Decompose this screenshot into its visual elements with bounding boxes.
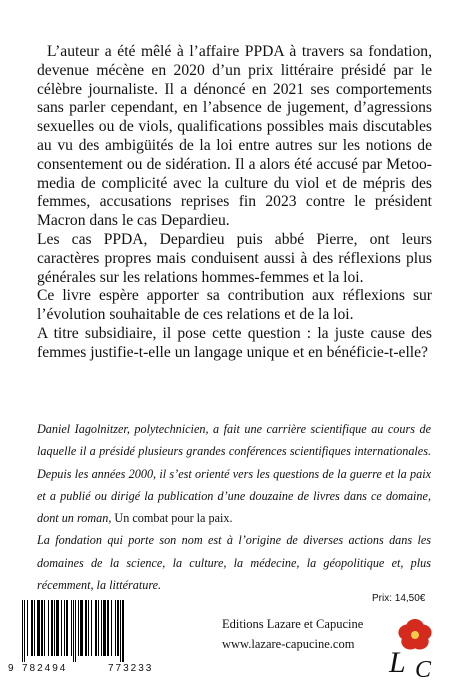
summary-paragraph-4: A titre subsidiaire, il pose cette question : la juste cause des femmes justifie-t-elle un langage unique et en bénéficie-t-elle? <box>37 324 432 361</box>
barcode-bar <box>117 600 119 656</box>
summary-paragraph-3: Ce livre espère apporter sa contribution aux réflexions sur l’évolution souhaitable de ces relations et de la loi. <box>37 287 432 324</box>
foundation-text: La fondation qui porte son nom est à l’origine de diverses actions dans les domaines de la science, la culture, la médecine, la géopolitique et, plus récemment, la littérature. <box>37 533 431 593</box>
barcode-bar <box>95 600 97 656</box>
flower-center <box>411 631 419 639</box>
barcode-bar <box>31 600 33 656</box>
logo-letter-l: L <box>389 646 406 679</box>
summary-paragraph-1: L’auteur a été mêlé à l’affaire PPDA à travers sa fondation, devenue mécène en 2020 d’un prix littéraire présidé par le célèbre journaliste. Il a dénoncé en 2021 ses comportements sans parler cependant, en l’absence de jugement, d’agressions sexuelles ou de viols, qualifications possibles mais discutables au vu des ambigüités de la loi entre autres sur les notions de consentement ou de sidération. Il a alors été accusé par Metoo-media de complicité avec la culture du viol et de mépris des femmes, accusations reprises fin 2023 contre le président Macron dans le cas Depardieu. <box>37 43 432 230</box>
barcode-bars <box>8 600 194 662</box>
author-bio <box>37 418 431 596</box>
barcode-bar <box>111 600 112 656</box>
barcode-bar <box>80 600 83 656</box>
summary-paragraph-2: Les cas PPDA, Depardieu puis abbé Pierre, ont leurs caractères propres mais conduisent aussi à des réflexions plus générales sur les relations hommes-femmes et la loi. <box>37 230 432 286</box>
barcode-bar <box>37 600 40 656</box>
barcode-bar <box>85 600 87 656</box>
barcode-bar <box>91 600 92 656</box>
barcode-bar <box>54 600 55 656</box>
barcode-bar <box>103 600 106 656</box>
barcode-bar <box>64 600 65 656</box>
barcode-bar <box>73 600 74 662</box>
publisher-logo-icon <box>383 617 445 681</box>
barcode-bar <box>122 600 124 662</box>
barcode-bar <box>75 600 76 662</box>
barcode-bar <box>41 600 43 656</box>
price-label: Prix: 14,50€ <box>372 593 426 604</box>
isbn-group-2: 773233 <box>108 663 154 674</box>
barcode-bar <box>34 600 35 656</box>
barcode-bar <box>88 600 89 656</box>
author-bio-text: Daniel Iagolnitzer, polytechnicien, a fait une carrière scientifique au cours de laquelle il a présidé plusieurs grandes conférences scientifiques internationales. Depuis les années 2000, il s’est orienté vers les questions de la guerre et la paix et a publié ou dirigé la publication d’une douzaine de livres dans ce domaine, dont un roman, <box>37 422 431 526</box>
barcode-bar <box>48 600 49 656</box>
isbn-lead-digit: 9 <box>8 663 16 674</box>
publisher-block <box>222 614 363 654</box>
publisher-name: Editions Lazare et Capucine <box>222 617 364 631</box>
logo-letter-c: C <box>415 657 432 681</box>
barcode-bar <box>24 600 25 662</box>
publisher-url[interactable]: www.lazare-capucine.com <box>222 637 355 651</box>
barcode-bar <box>107 600 109 656</box>
barcode-bar <box>44 600 45 656</box>
barcode-bar <box>120 600 121 662</box>
summary-text <box>37 43 432 363</box>
barcode-bar <box>71 600 72 656</box>
barcode-bar <box>101 600 102 656</box>
barcode-bar <box>27 600 28 656</box>
barcode-bar <box>78 600 79 656</box>
novel-title: Un combat pour la paix. <box>111 511 233 526</box>
isbn-group-1: 782494 <box>22 663 68 674</box>
barcode-bar <box>66 600 68 656</box>
barcode-bar <box>22 600 23 662</box>
isbn-barcode <box>8 600 194 680</box>
barcode-bar <box>98 600 99 656</box>
barcode-bar <box>61 600 62 656</box>
barcode-bar <box>56 600 59 656</box>
barcode-bar <box>51 600 53 656</box>
barcode-bar <box>115 600 116 656</box>
